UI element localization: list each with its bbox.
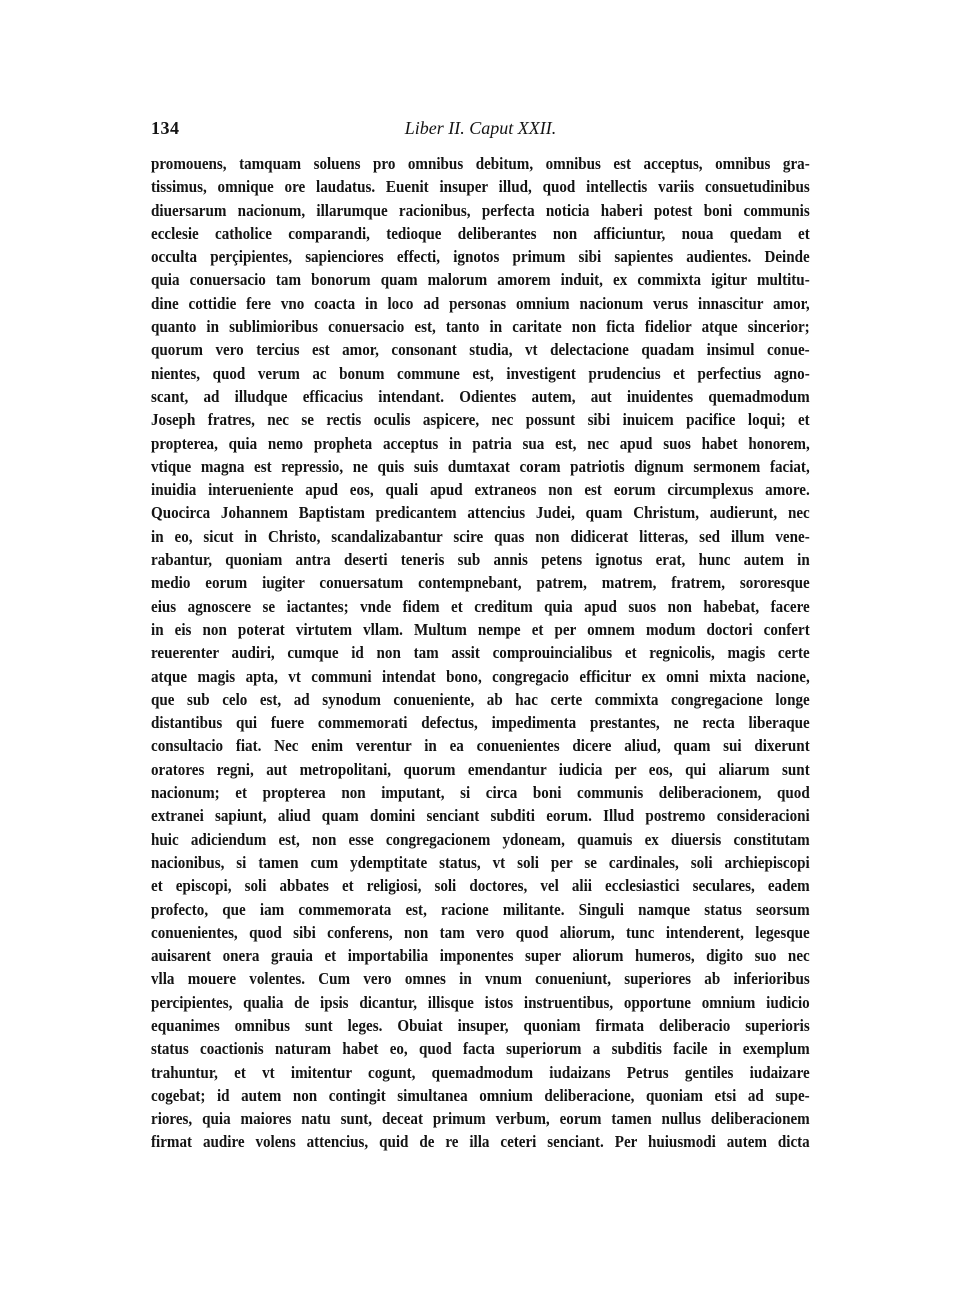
text-line: eius agnoscere se iactantes; vnde fidem et creditum quia apud suos non habebat, facere [151, 596, 810, 616]
text-line: et episcopi, soli abbates et religiosi, soli doctores, vel alii ecclesiastici seculares, eadem [151, 876, 810, 896]
text-line: huic adiciendum est, non esse congregacionem ydoneam, quamuis ex diuersis constitutam [151, 829, 810, 849]
text-line: auisarent onera grauia et importabilia imponentes super aliorum humeros, digito suo nec [151, 946, 810, 966]
running-head [151, 118, 810, 144]
text-line: Joseph fratres, nec se rectis oculis aspicere, nec possunt sibi inuicem pacifice loqui; et [151, 410, 810, 430]
text-line: promouens, tamquam soluens pro omnibus debitum, omnibus est acceptus, omnibus gra- [151, 154, 810, 173]
text-line: conuenientes, quod sibi conferens, non tam vero quod aliorum, tunc intenderent, legesque [151, 922, 810, 942]
text-line: rabantur, quoniam antra deserti teneris sub annis petens ignotus erat, hunc autem in [151, 550, 810, 570]
text-line: extranei sapiunt, aliud quam domini senciant subditi eorum. Illud postremo consideracioni [151, 806, 810, 826]
text-line: oratores regni, aut metropolitani, quorum emendantur iudicia per eos, qui aliarum sunt [151, 759, 810, 779]
text-line: atque magis apta, vt communi intendat bono, congregacio efficitur ex omni mixta nacione, [151, 666, 810, 686]
text-line: riores, quia maiores natu sunt, deceat primum verbum, eorum tamen nullus deliberacionem [151, 1109, 810, 1129]
body-text [151, 152, 810, 1154]
text-line: trahuntur, et vt imitentur cogunt, quemadmodum iudaizans Petrus gentiles iudaizare [151, 1062, 810, 1082]
text-line: cogebat; id autem non contingit simultanea omnium deliberacione, quoniam etsi ad supe- [151, 1085, 810, 1105]
text-line: nacionum; et propterea non imputant, si circa boni communis deliberacionem, quod [151, 783, 810, 803]
text-line: reuerenter audiri, cumque id non tam assit comprouincialibus et regnicolis, magis certe [151, 643, 810, 663]
text-line: vtique magna est repressio, ne quis suis dumtaxat coram patriotis dignum sermonem faciat, [151, 456, 810, 476]
text-line: dine cottidie fere vno coacta in loco ad personas omnium nacionum verus innascitur amor, [151, 293, 810, 313]
text-line: ecclesie catholice comparandi, tedioque deliberantes non afficiuntur, noua quedam et [151, 223, 810, 243]
text-line: consultacio fiat. Nec enim verentur in ea conuenientes dicere aliud, quam sui dixerunt [151, 736, 810, 756]
text-line: que sub celo est, ad synodum conueniente, ab hac certe commixta congregacione longe [151, 689, 810, 709]
text-line: quia conuersacio tam bonorum quam malorum amorem induit, ex commixta igitur multitu- [151, 270, 810, 290]
text-line: quorum vero tercius est amor, consonant studia, vt delectacione quadam insimul conue- [151, 340, 810, 360]
text-line: in eis non poterat virtutem vllam. Multum nempe et per omnem modum doctori confert [151, 619, 810, 639]
text-line: scant, ad illudque efficacius intendant. Odientes autem, aut inuidentes quemadmodum [151, 386, 810, 406]
text-line: status coactionis naturam habet eo, quod facta superiorum a subditis facile in exemplum [151, 1039, 810, 1059]
text-line: Quocirca Johannem Baptistam predicantem attencius Judei, quam Christum, audierunt, nec [151, 503, 810, 523]
text-line: nientes, quod verum ac bonum commune est, investigent prudencius et perfectius agno- [151, 363, 810, 383]
text-line: percipientes, qualia de ipsis dicantur, illisque istos instruentibus, opportune omnium iudicio [151, 992, 810, 1012]
running-title: Liber II. Caput XXII. [404, 118, 557, 138]
text-line: medio eorum iugiter conuersatum contempnebant, patrem, matrem, fratrem, sororesque [151, 573, 810, 593]
page-number: 134 [151, 118, 180, 138]
text-line: distantibus qui fuere commemorati defectus, impedimenta prestantes, ne recta liberaque [151, 713, 810, 733]
text-line: tissimus, omnique ore laudatus. Euenit insuper illud, quod intellectis variis consuetudinibus [151, 177, 810, 197]
text-line: occulta perçipientes, sapienciores effecti, ignotos primum sibi sapientes audientes. Deinde [151, 247, 810, 267]
text-line: quanto in sublimioribus conuersacio est, tanto in caritate non ficta fidelior atque sincerior; [151, 317, 810, 337]
text-line: vlla mouere volentes. Cum vero omnes in vnum conueniunt, superiores ab inferioribus [151, 969, 810, 989]
text-line: propterea, quia nemo propheta acceptus in patria sua est, nec apud suos habet honorem, [151, 433, 810, 453]
text-line: diuersarum nacionum, illarumque racionibus, perfecta noticia haberi potest boni communis [151, 200, 810, 220]
text-line: firmat audire volens attencius, quid de re illa ceteri senciant. Per huiusmodi autem dicta [151, 1132, 810, 1152]
text-line: equanimes omnibus sunt leges. Obuiat insuper, quoniam firmata deliberacio superioris [151, 1015, 810, 1035]
text-line: profecto, que iam commemorata est, racione militante. Singuli namque status seorsum [151, 899, 810, 919]
text-line: nacionibus, si tamen cum ydemptitate status, vt soli per se cardinales, soli archiepiscopi [151, 852, 810, 872]
text-line: in eo, sicut in Christo, scandalizabantur scire quas non didicerat litteras, sed illum vene- [151, 526, 810, 546]
text-line: inuidia interueniente apud eos, quali apud extraneos non est eorum circumplexus amore. [151, 480, 810, 500]
